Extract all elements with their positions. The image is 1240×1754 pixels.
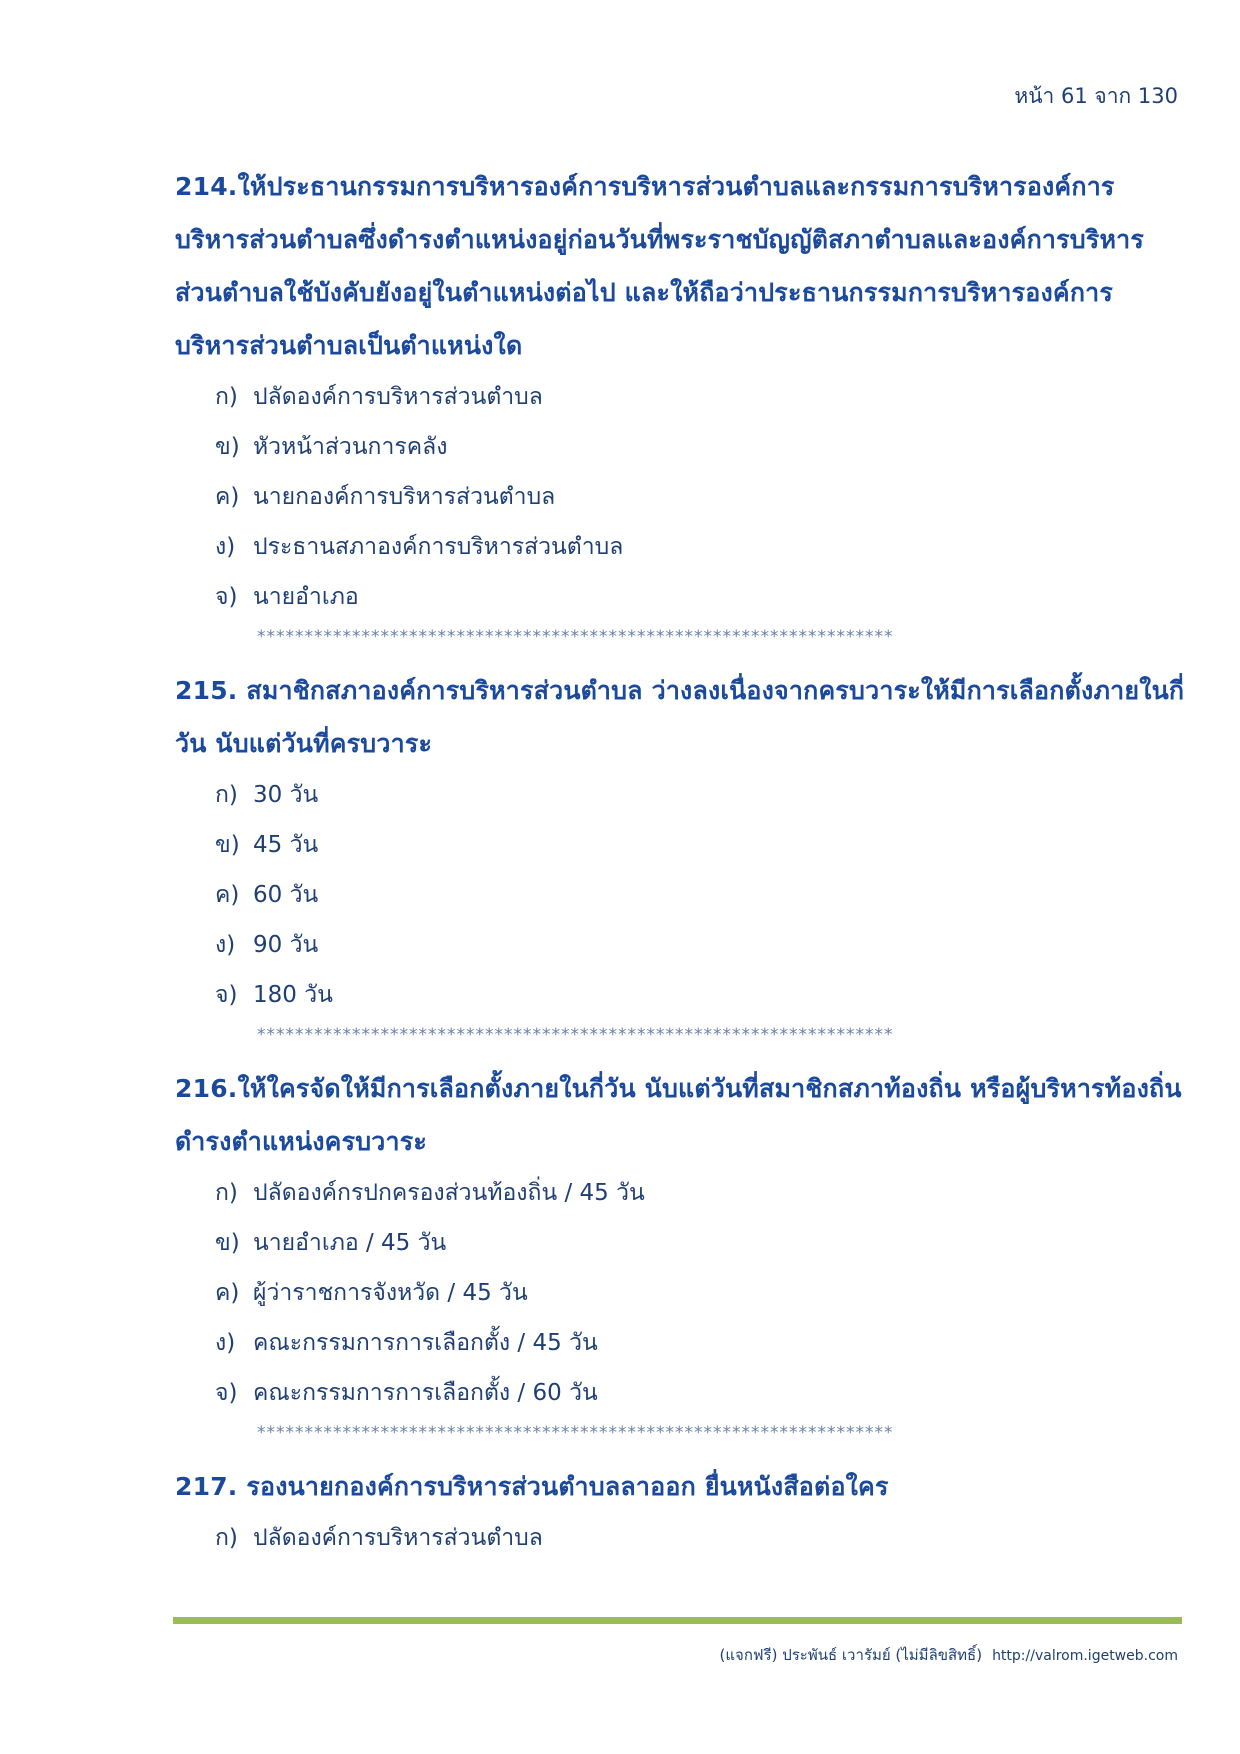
choice-item xyxy=(215,472,1185,522)
choice-text: 30 วัน xyxy=(253,782,319,808)
choice-item xyxy=(215,820,1185,870)
choice-item xyxy=(215,970,1185,1020)
choice-item xyxy=(215,1368,1185,1418)
choice-list xyxy=(175,770,1185,1020)
choice-item xyxy=(215,1168,1185,1218)
choice-text: หัวหน้าส่วนการคลัง xyxy=(253,434,448,460)
choice-text: นายกองค์การบริหารส่วนตำบล xyxy=(253,484,556,510)
choice-item xyxy=(215,770,1185,820)
footer-rule xyxy=(173,1617,1182,1624)
question-text: 215. สมาชิกสภาองค์การบริหารส่วนตำบล ว่างลงเนื่องจากครบวาระให้มีการเลือกตั้งภายในกี่วัน นับแต่วันที่ครบวาระ xyxy=(175,676,1185,758)
footer-credit: (แจกฟรี) ประพันธ์ เวารัมย์ (ไม่มีลิขสิทธิ์) xyxy=(719,1646,983,1664)
choice-text: คณะกรรมการการเลือกตั้ง / 45 วัน xyxy=(253,1330,598,1356)
choice-letter: ค) xyxy=(215,1280,240,1306)
choice-letter: ข) xyxy=(215,434,240,460)
choice-item xyxy=(215,522,1185,572)
question-block-215 xyxy=(175,664,1185,1050)
choice-letter: ค) xyxy=(215,882,240,908)
choice-item xyxy=(215,1268,1185,1318)
question-text: 217. รองนายกองค์การบริหารส่วนตำบลลาออก ยื่นหนังสือต่อใคร xyxy=(175,1472,889,1501)
footer xyxy=(720,1643,1178,1667)
choice-letter: จ) xyxy=(215,982,238,1008)
choice-letter: จ) xyxy=(215,1380,238,1406)
choice-list xyxy=(175,1168,1185,1418)
choice-text: 45 วัน xyxy=(253,832,319,858)
question-text: 216.ให้ใครจัดให้มีการเลือกตั้งภายในกี่วัน นับแต่วันที่สมาชิกสภาท้องถิ่น หรือผู้บริหารท้องถิ่นดำรงตำแหน่งครบวาระ xyxy=(175,1074,1182,1156)
choice-letter: ข) xyxy=(215,832,240,858)
choice-text: ปลัดองค์การบริหารส่วนตำบล xyxy=(253,384,543,410)
choice-item xyxy=(215,920,1185,970)
choice-letter: ก) xyxy=(215,1180,238,1206)
choice-letter: จ) xyxy=(215,584,238,610)
choice-letter: ง) xyxy=(215,534,236,560)
choice-list xyxy=(175,1513,1185,1563)
choice-text: ประธานสภาองค์การบริหารส่วนตำบล xyxy=(253,534,624,560)
choice-text: นายอำเภอ / 45 วัน xyxy=(253,1230,447,1256)
choice-text: ปลัดองค์กรปกครองส่วนท้องถิ่น / 45 วัน xyxy=(253,1180,645,1206)
question-block-214 xyxy=(175,160,1185,652)
footer-url: http://valrom.igetweb.com xyxy=(992,1648,1178,1664)
choice-item xyxy=(215,1318,1185,1368)
choice-list xyxy=(175,372,1185,622)
choice-item xyxy=(215,1218,1185,1268)
question-text: 214.ให้ประธานกรรมการบริหารองค์การบริหารส่วนตำบลและกรรมการบริหารองค์การบริหารส่วนตำบลซึ่งดำรงตำแหน่งอยู่ก่อนวันที่พระราชบัญญัติสภาตำบลและองค์การบริหารส่วนตำบลใช้บังคับยังอยู่ในตำแหน่งต่อไป และให้ถือว่าประธานกรรมการบริหารองค์การบริหารส่วนตำบลเป็นตำแหน่งใด xyxy=(175,172,1145,360)
choice-letter: ง) xyxy=(215,1330,236,1356)
choice-item xyxy=(215,1513,1185,1563)
separator-line: ******************************************************************* xyxy=(257,1423,894,1443)
separator-line: ******************************************************************* xyxy=(257,627,894,647)
question-block-217 xyxy=(175,1460,1185,1563)
choice-letter: ข) xyxy=(215,1230,240,1256)
choice-text: คณะกรรมการการเลือกตั้ง / 60 วัน xyxy=(253,1380,598,1406)
separator-line: ******************************************************************* xyxy=(257,1025,894,1045)
choice-letter: ก) xyxy=(215,782,238,808)
page-number: หน้า 61 จาก 130 xyxy=(1014,84,1178,108)
choice-item xyxy=(215,372,1185,422)
choice-text: 60 วัน xyxy=(253,882,319,908)
choice-letter: ค) xyxy=(215,484,240,510)
choice-text: ผู้ว่าราชการจังหวัด / 45 วัน xyxy=(253,1280,528,1306)
choice-letter: ก) xyxy=(215,1525,238,1551)
choice-text: 180 วัน xyxy=(253,982,333,1008)
choice-item xyxy=(215,870,1185,920)
question-block-216 xyxy=(175,1062,1185,1448)
question-list xyxy=(175,160,1185,1563)
choice-text: นายอำเภอ xyxy=(253,584,359,610)
choice-letter: ก) xyxy=(215,384,238,410)
choice-letter: ง) xyxy=(215,932,236,958)
choice-item xyxy=(215,572,1185,622)
choice-item xyxy=(215,422,1185,472)
choice-text: ปลัดองค์การบริหารส่วนตำบล xyxy=(253,1525,543,1551)
choice-text: 90 วัน xyxy=(253,932,319,958)
